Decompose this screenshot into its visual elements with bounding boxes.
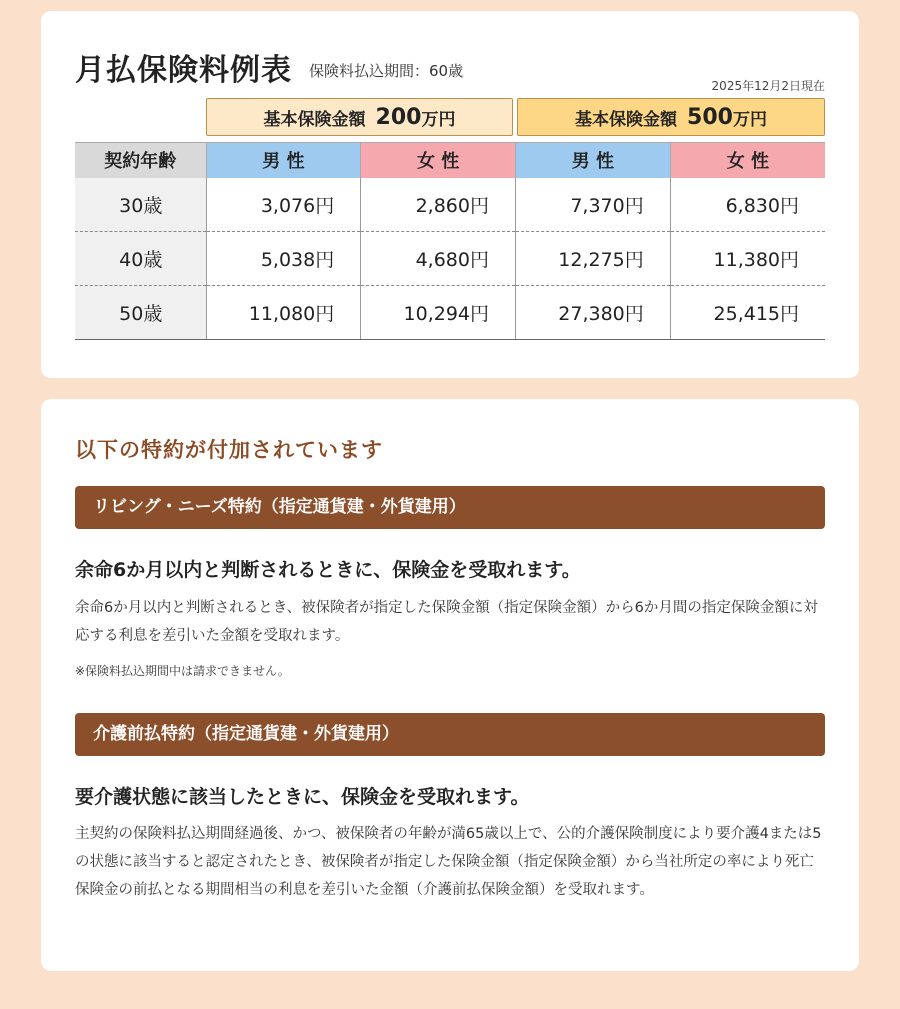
page-title: 月払保険料例表 [75, 53, 292, 88]
premium-cell: 4,680円 [361, 232, 516, 286]
premium-cell: 11,080円 [206, 286, 361, 340]
premium-cell: 12,275円 [516, 232, 671, 286]
premium-cell: 7,370円 [516, 178, 671, 232]
amount-value: 500 [687, 104, 733, 130]
riders-card [41, 399, 859, 971]
table-row [75, 232, 825, 286]
header-age: 契約年齢 [75, 143, 206, 178]
rider-description: 主契約の保険料払込期間経過後、かつ、被保険者の年齢が満65歳以上で、公的介護保険制度により要介護4または5の状態に該当すると認定されたとき、被保険者が指定した保険金額（指定保険金額）から当社所定の率により死亡保険金の前払となる期間相当の利息を差引いた金額（介護前払保険金額）を受取れます。 [75, 826, 822, 898]
premium-cell: 6,830円 [670, 178, 825, 232]
premium-cell: 25,415円 [670, 286, 825, 340]
premium-cell: 3,076円 [206, 178, 361, 232]
riders-heading: 以下の特約が付加されています [75, 438, 383, 462]
premium-cell: 11,380円 [670, 232, 825, 286]
premium-table-card [41, 11, 859, 378]
rider-lead: 余命6か月以内と判断されるときに、保険金を受取れます。 [75, 559, 581, 581]
age-cell: 40歳 [75, 232, 206, 286]
header-female-200: 女 性 [361, 143, 516, 178]
header-male-500: 男 性 [516, 143, 671, 178]
rider-note: ※保険料払込期間中は請求できません。 [75, 664, 290, 678]
premium-cell: 27,380円 [516, 286, 671, 340]
amount-label: 基本保険金額 [263, 109, 366, 130]
as-of-date: 2025年12月2日現在 [711, 79, 825, 93]
header-female-500: 女 性 [670, 143, 825, 178]
rider-description: 余命6か月以内と判断されるとき、被保険者が指定した保険金額（指定保険金額）から6か月間の指定保険金額に対応する利息を差引いた金額を受取れます。 [75, 600, 818, 644]
premium-table [75, 142, 825, 340]
amount-header-500 [517, 98, 825, 136]
payment-period-label: 保険料払込期間：60歳 [309, 62, 464, 80]
amount-label: 基本保険金額 [575, 109, 678, 130]
amount-unit: 万円 [421, 109, 456, 130]
amount-header-200 [206, 98, 513, 136]
rider-title-nursing-care: 介護前払特約（指定通貨建・外貨建用） [75, 713, 825, 756]
amount-unit: 万円 [732, 109, 767, 130]
table-header-row [75, 143, 825, 178]
table-row [75, 286, 825, 340]
table-row [75, 178, 825, 232]
rider-title-living-needs: リビング・ニーズ特約（指定通貨建・外貨建用） [75, 486, 825, 529]
age-cell: 50歳 [75, 286, 206, 340]
premium-cell: 2,860円 [361, 178, 516, 232]
age-cell: 30歳 [75, 178, 206, 232]
premium-cell: 10,294円 [361, 286, 516, 340]
header-male-200: 男 性 [206, 143, 361, 178]
amount-value: 200 [375, 104, 422, 130]
rider-lead: 要介護状態に該当したときに、保険金を受取れます。 [75, 786, 530, 808]
premium-cell: 5,038円 [206, 232, 361, 286]
